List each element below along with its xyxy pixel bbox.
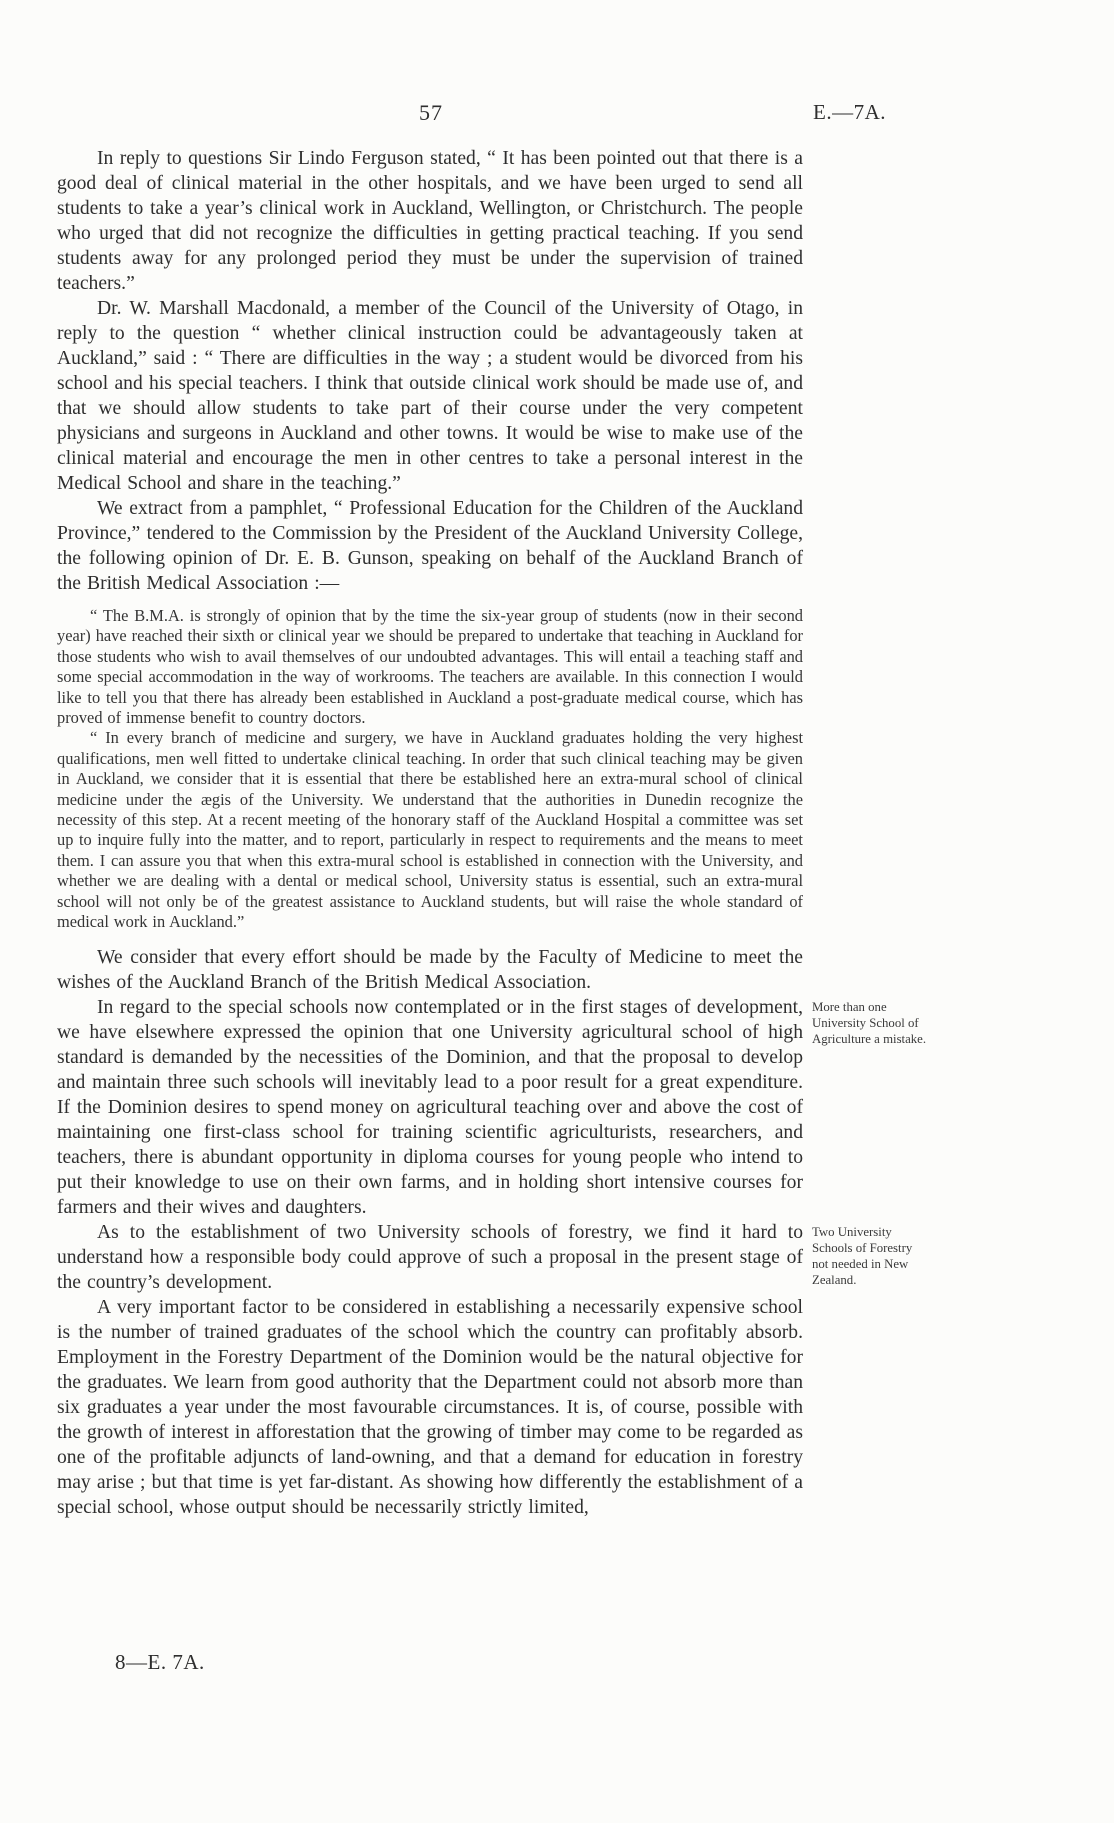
paragraph-block	[57, 296, 803, 496]
quote-paragraph: “ In every branch of medicine and surgery, we have in Auckland graduates holding the very highest qualifications, men well fitted to undertake clinical teaching. In order that such clinical teaching may be given in Auckland, we consider that it is essential that there be established here an extra-mural school of clinical medicine under the ægis of the University. We understand that the authorities in Dunedin recognize the necessity of this step. At a recent meeting of the honorary staff of the Auckland Hospital a committee was set up to inquire fully into the matter, and to report, particularly in respect to requirements and the means to meet them. I can assure you that when this extra-mural school is established in connection with the University, and whether we are dealing with a dental or medical school, University status is essential, such an extra-mural school will not only be of the greatest assistance to Auckland students, but will raise the whole standard of medical work in Auckland.”	[57, 728, 803, 932]
body-paragraph: A very important factor to be considered in establishing a necessarily expensive school is the number of trained graduates of the school which the country can profitably absorb. Employment in the Forestry Department of the Dominion would be the natural objective for the graduates. We learn from good authority that the Department could not absorb more than six graduates a year under the most favourable circumstances. It is, of course, possible with the growth of interest in afforestation that the growing of timber may come to be regarded as one of the profitable adjuncts of land-owning, and that a demand for education in forestry may arise ; but that time is yet far-distant. As showing how differently the establishment of a special school, whose output should be necessarily strictly limited,	[57, 1296, 803, 1518]
paragraph-block	[57, 995, 927, 1220]
paragraph-block	[57, 1295, 803, 1520]
paragraph-block	[57, 728, 803, 932]
paragraph-block	[57, 496, 803, 596]
margin-note-agriculture: More than one University School of Agriculture a mistake.	[812, 999, 927, 1046]
body-paragraph: As to the establishment of two University schools of forestry, we find it hard to understand how a responsible body could approve of such a proposal in the present stage of the country’s development.	[57, 1221, 803, 1293]
paragraph-block	[57, 945, 803, 995]
body-paragraph: We extract from a pamphlet, “ Professional Education for the Children of the Auckland Province,” tendered to the Commission by the President of the Auckland University College, the following opinion of Dr. E. B. Gunson, speaking on behalf of the Auckland Branch of the British Medical Association :—	[57, 498, 803, 594]
margin-note-forestry: Two University Schools of Forestry not needed in New Zealand.	[812, 1224, 913, 1287]
page-number: 57	[419, 100, 443, 125]
page-footer	[115, 1650, 205, 1675]
body-paragraph: Dr. W. Marshall Macdonald, a member of the Council of the University of Otago, in reply to the question “ whether clinical instruction could be advantageously taken at Auckland,” said : “ There are difficulties in the way ; a student would be divorced from his school and his special teachers. I think that outside clinical work should be made use of, and that we should allow students to take part of their course under the very competent physicians and surgeons in Auckland and other towns. It would be wise to make use of the clinical material and encourage the men in other centres to take a personal interest in the Medical School and share in the teaching.”	[57, 298, 803, 494]
body-paragraph: In regard to the special schools now contemplated or in the first stages of development, we have elsewhere expressed the opinion that one University agricultural school of high standard is demanded by the necessities of the Dominion, and that the proposal to develop and maintain three such schools will inevitably lead to a poor result for a great expenditure. If the Dominion desires to spend money on agricultural teaching over and above the cost of maintaining one first-class school for training scientific agriculturists, researchers, and teachers, there is abundant opportunity in diploma courses for young people who intend to put their knowledge to use on their own farms, and in holding short intensive courses for farmers and their wives and daughters.	[57, 996, 803, 1218]
quote-paragraph: “ The B.M.A. is strongly of opinion that by the time the six-year group of students (now in their second year) have reached their sixth or clinical year we should be prepared to undertake that teaching in Auckland for those students who wish to avail themselves of our undoubted advantages. This will entail a teaching staff and some special accommodation in the way of workrooms. The teachers are available. In this connection I would like to tell you that there has already been established in Auckland a post-graduate medical course, which has proved of immense benefit to country doctors.	[57, 606, 803, 728]
body-paragraph: In reply to questions Sir Lindo Ferguson stated, “ It has been pointed out that there is a good deal of clinical material in the other hospitals, and we have been urged to send all students to take a year’s clinical work in Auckland, Wellington, or Christchurch. The people who urged that did not recognize the difficulties in getting practical teaching. If you send students away for any prolonged period they must be under the supervision of trained teachers.”	[57, 148, 803, 294]
document-reference: E.—7A.	[813, 100, 886, 124]
paragraph-block	[57, 1220, 913, 1295]
paragraph-block	[57, 146, 803, 296]
text-column	[57, 146, 927, 1520]
body-paragraph: We consider that every effort should be made by the Faculty of Medicine to meet the wishes of the Auckland Branch of the British Medical Association.	[57, 946, 803, 993]
printer-signature: 8—E. 7A.	[115, 1650, 205, 1674]
paragraph-block	[57, 606, 803, 728]
